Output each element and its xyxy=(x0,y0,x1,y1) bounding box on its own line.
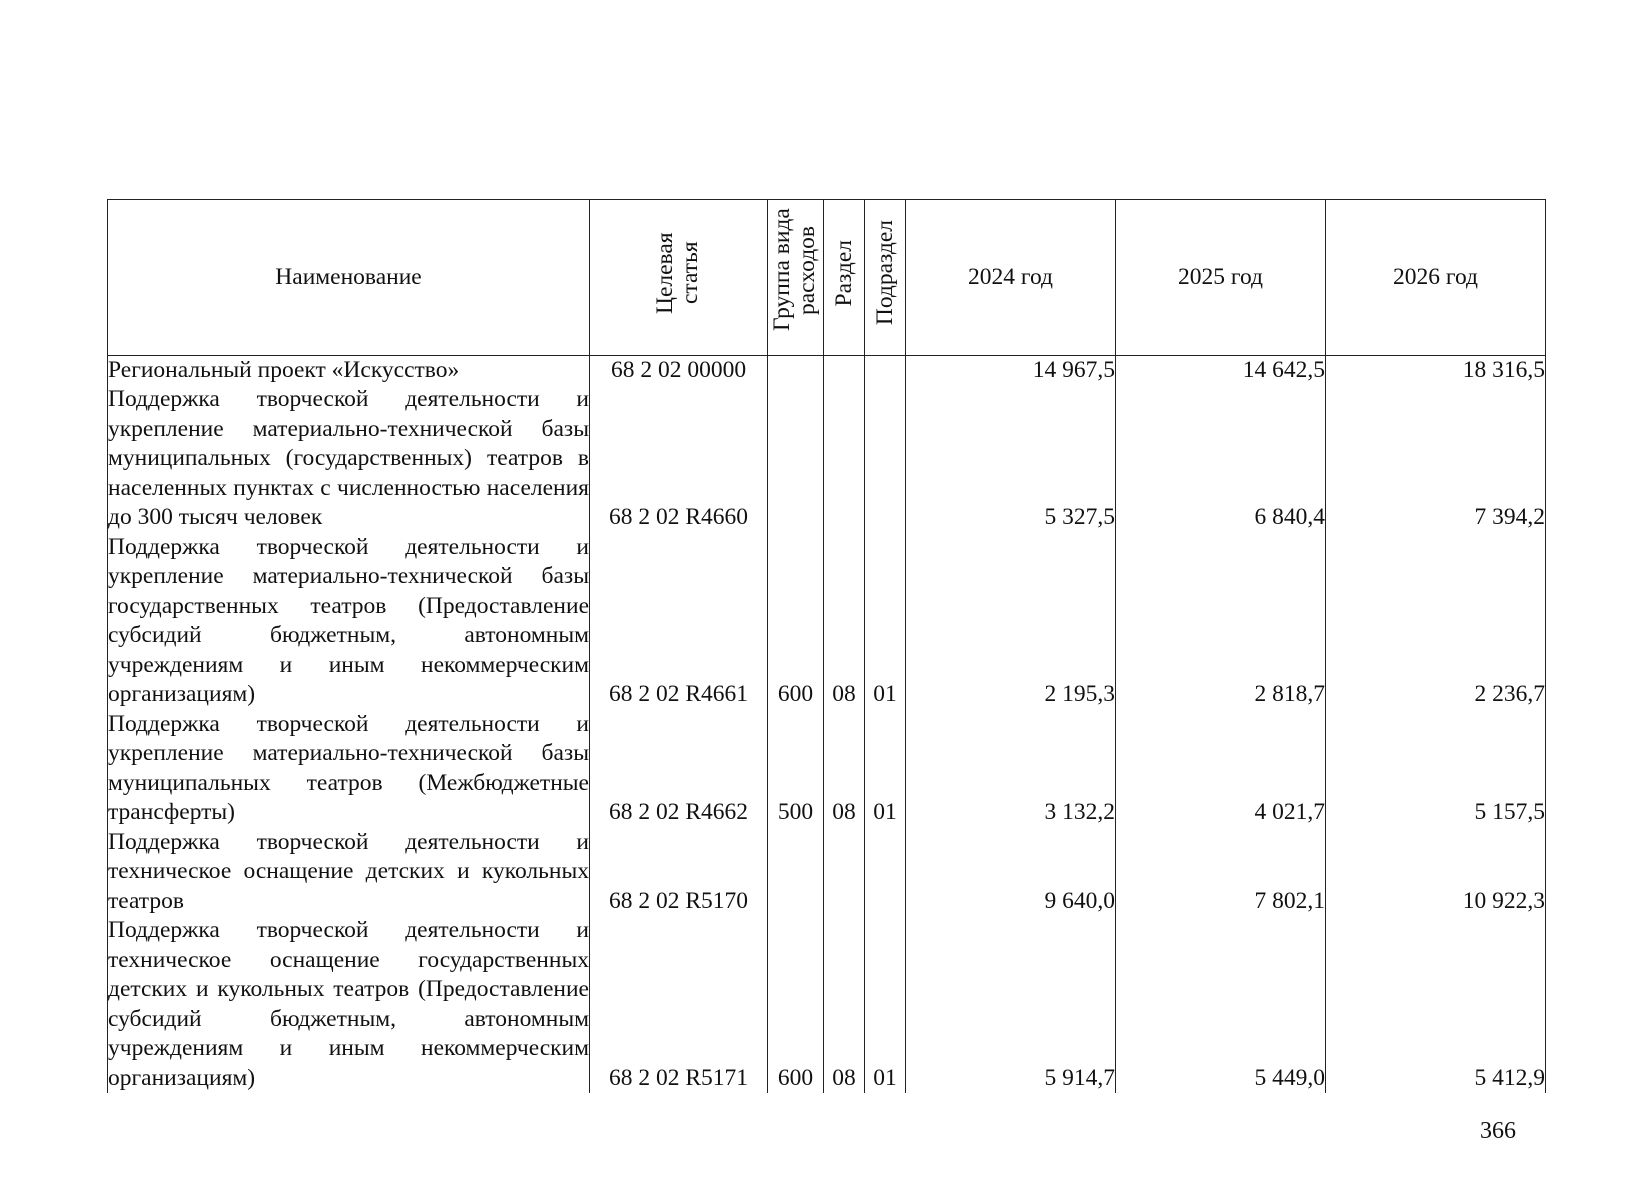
row-target-article: 68 2 02 R4661 xyxy=(590,533,768,710)
row-2026: 7 394,2 xyxy=(1326,385,1546,533)
row-2026: 5 157,5 xyxy=(1326,710,1546,828)
budget-table xyxy=(107,199,1546,1093)
row-2026: 5 412,9 xyxy=(1326,916,1546,1093)
row-2026: 18 316,5 xyxy=(1326,355,1546,385)
header-2026: 2026 год xyxy=(1326,200,1546,356)
row-2025: 5 449,0 xyxy=(1116,916,1326,1093)
row-section: 08 xyxy=(824,533,865,710)
row-section: 08 xyxy=(824,916,865,1093)
table-row xyxy=(108,385,1546,533)
table-row xyxy=(108,533,1546,710)
table-row xyxy=(108,355,1546,385)
header-target-article: Целевая статья xyxy=(590,200,768,356)
row-2024: 5 327,5 xyxy=(906,385,1116,533)
row-subsection: 01 xyxy=(865,533,906,710)
row-2025: 2 818,7 xyxy=(1116,533,1326,710)
table-row xyxy=(108,916,1546,1093)
row-name: Поддержка творческой деятельности и укрепление материально-технической базы государственных театров (Предоставление субсидий бюджетным, автономным учреждениям и иным некоммерческим организациям) xyxy=(108,533,590,710)
header-2025: 2025 год xyxy=(1116,200,1326,356)
row-2025: 6 840,4 xyxy=(1116,385,1326,533)
row-name: Поддержка творческой деятельности и укрепление материально-технической базы муниципальных (государственных) театров в населенных пунктах с численностью населения до 300 тысяч человек xyxy=(108,385,590,533)
row-target-article: 68 2 02 00000 xyxy=(590,355,768,385)
row-2026: 10 922,3 xyxy=(1326,828,1546,917)
row-expense-group: 500 xyxy=(768,710,824,828)
table-row xyxy=(108,828,1546,917)
table-header-row xyxy=(108,200,1546,356)
row-2025: 14 642,5 xyxy=(1116,355,1326,385)
row-section: 08 xyxy=(824,710,865,828)
row-expense-group xyxy=(768,385,824,533)
table-row xyxy=(108,710,1546,828)
row-name: Поддержка творческой деятельности и укрепление материально-технической базы муниципальных театров (Межбюджетные трансферты) xyxy=(108,710,590,828)
row-subsection xyxy=(865,355,906,385)
row-expense-group: 600 xyxy=(768,916,824,1093)
row-target-article: 68 2 02 R4662 xyxy=(590,710,768,828)
row-target-article: 68 2 02 R5170 xyxy=(590,828,768,917)
row-2024: 2 195,3 xyxy=(906,533,1116,710)
row-expense-group: 600 xyxy=(768,533,824,710)
row-section xyxy=(824,385,865,533)
row-expense-group xyxy=(768,355,824,385)
row-subsection xyxy=(865,385,906,533)
row-2024: 14 967,5 xyxy=(906,355,1116,385)
row-expense-group xyxy=(768,828,824,917)
row-section xyxy=(824,355,865,385)
row-2024: 3 132,2 xyxy=(906,710,1116,828)
header-expense-group: Группа вида расходов xyxy=(768,200,824,356)
row-subsection xyxy=(865,828,906,917)
row-target-article: 68 2 02 R5171 xyxy=(590,916,768,1093)
row-name: Поддержка творческой деятельности и техническое оснащение детских и кукольных театров xyxy=(108,828,590,917)
row-name: Региональный проект «Искусство» xyxy=(108,355,590,385)
header-2024: 2024 год xyxy=(906,200,1116,356)
row-2025: 4 021,7 xyxy=(1116,710,1326,828)
row-2026: 2 236,7 xyxy=(1326,533,1546,710)
page-number: 366 xyxy=(1480,1118,1516,1144)
row-name: Поддержка творческой деятельности и техническое оснащение государственных детских и кукольных театров (Предоставление субсидий бюджетным, автономным учреждениям и иным некоммерческим организациям) xyxy=(108,916,590,1093)
row-2024: 5 914,7 xyxy=(906,916,1116,1093)
header-section: Раздел xyxy=(824,200,865,356)
row-2024: 9 640,0 xyxy=(906,828,1116,917)
header-subsection: Подраздел xyxy=(865,200,906,356)
row-target-article: 68 2 02 R4660 xyxy=(590,385,768,533)
row-section xyxy=(824,828,865,917)
row-2025: 7 802,1 xyxy=(1116,828,1326,917)
header-name: Наименование xyxy=(108,200,590,356)
row-subsection: 01 xyxy=(865,916,906,1093)
row-subsection: 01 xyxy=(865,710,906,828)
